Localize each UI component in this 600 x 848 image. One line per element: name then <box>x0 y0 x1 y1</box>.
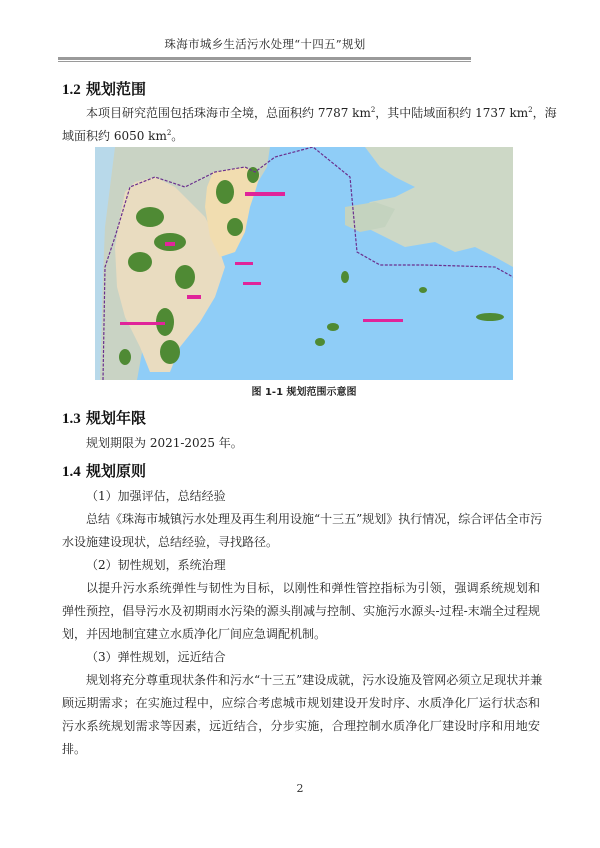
scope-text-end: 。 <box>171 129 184 143</box>
section-title: 规划年限 <box>85 409 146 427</box>
principle-heading-1: （1）加强评估，总结经验 <box>86 489 226 503</box>
principle-3-line-3: 污水系统规划需求等因素，远近结合，分步实施，合理控制水质净化厂建设时序和用地安 <box>62 719 540 733</box>
principle-heading-2: （2）韧性规划，系统治理 <box>86 558 226 572</box>
principle-heading-3: （3）弹性规划，远近结合 <box>86 650 226 664</box>
header-rule-thin <box>58 61 471 62</box>
principle-2-line-3: 划，并因地制宜建立水质净化厂间应急调配机制。 <box>62 627 327 641</box>
section-heading-1-2 <box>62 78 146 99</box>
section-number: 1.2 <box>62 82 81 98</box>
running-header: 珠海市城乡生活污水处理“十四五”规划 <box>164 37 366 51</box>
superscript: 2 <box>166 129 172 137</box>
superscript: 2 <box>370 106 376 114</box>
paragraph-scope-line-2 <box>62 127 183 144</box>
section-title: 规划范围 <box>85 80 146 98</box>
figure-caption: 图 1-1 规划范围示意图 <box>251 387 357 398</box>
header-rule <box>58 57 471 60</box>
principle-2-line-2: 弹性预控，倡导污水及初期雨水污染的源头削减与控制、实施污水源头-过程-末端全过程规 <box>62 604 540 618</box>
section-number: 1.3 <box>62 411 81 427</box>
principle-3-line-2: 顾远期需求；在实施过程中，应综合考虑城市规划建设开发时序、水质净化厂运行状态和 <box>62 696 540 710</box>
principle-3-line-1: 规划将充分尊重现状条件和污水“十三五”建设成就，污水设施及管网必须立足现状并兼 <box>86 673 543 687</box>
section-heading-1-3 <box>62 407 146 428</box>
section-number: 1.4 <box>62 464 81 480</box>
superscript: 2 <box>528 106 533 114</box>
scope-text-land: ，其中陆域面积约 1737 km <box>375 106 529 120</box>
page-number: 2 <box>296 782 304 795</box>
principle-1-line-1: 总结《珠海市城镇污水处理及再生利用设施“十三五”规划》执行情况，综合评估全市污 <box>86 512 543 526</box>
principle-2-line-1: 以提升污水系统弹性与韧性为目标，以刚性和弹性管控指标为引领，强调系统规划和 <box>86 581 540 595</box>
scope-text-sea: 域面积约 6050 km <box>62 129 167 143</box>
section-title: 规划原则 <box>85 462 146 480</box>
section-heading-1-4 <box>62 460 146 481</box>
planning-scope-map <box>95 147 513 380</box>
principle-1-line-2: 水设施建设现状，总结经验，寻找路径。 <box>62 535 279 549</box>
planning-period-text: 规划期限为 2021-2025 年。 <box>86 436 243 450</box>
scope-text-sea-start: ，海 <box>532 106 557 120</box>
principle-3-line-4: 排。 <box>62 742 87 756</box>
paragraph-scope-line-1 <box>62 104 557 121</box>
scope-text-total: 本项目研究范围包括珠海市全境，总面积约 7787 km <box>86 106 371 120</box>
